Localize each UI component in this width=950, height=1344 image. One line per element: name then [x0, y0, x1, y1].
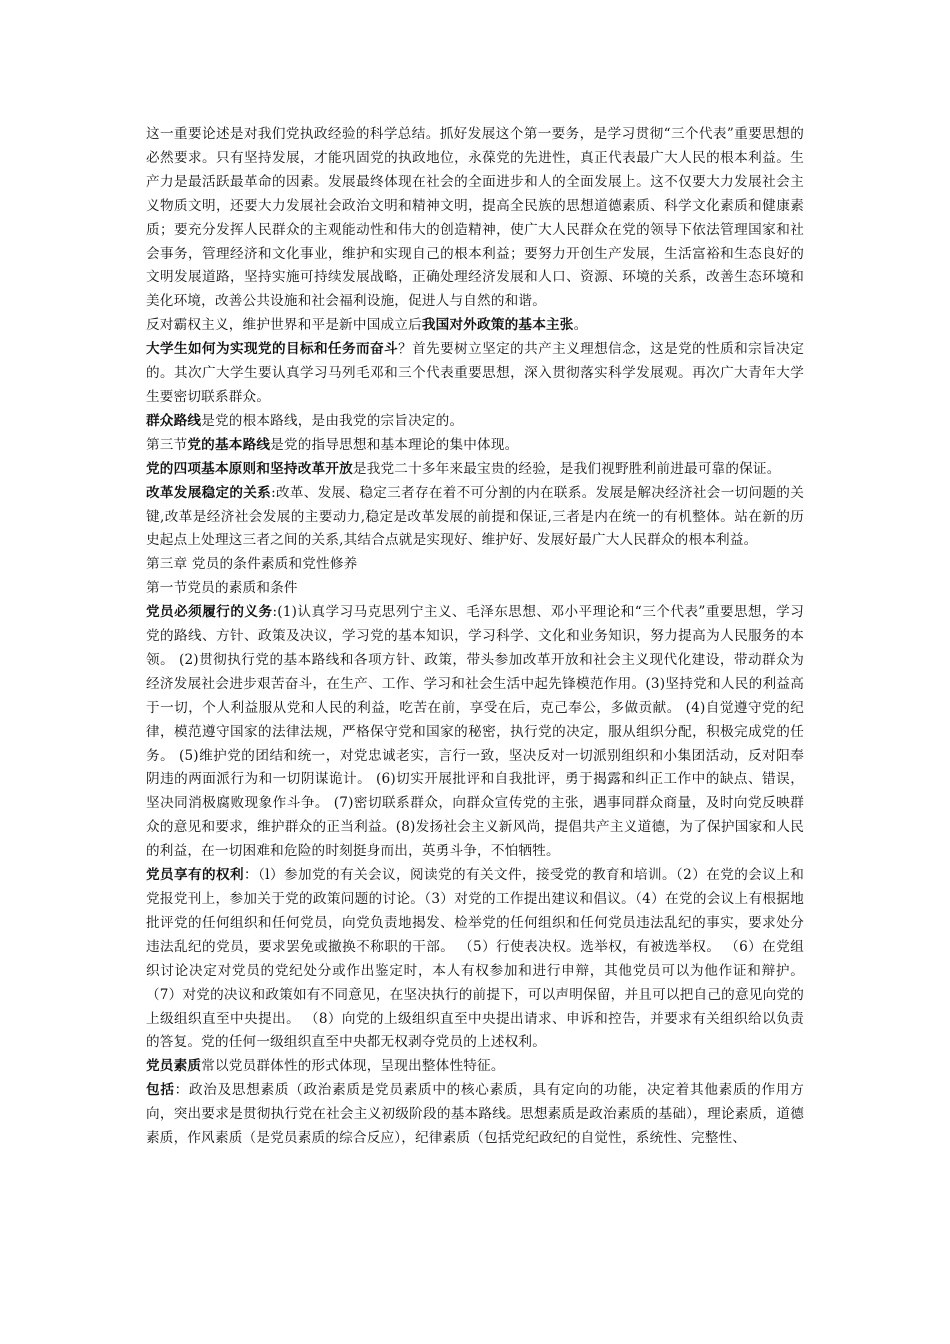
paragraph-text: 这一重要论述是对我们党执政经验的科学总结。抓好发展这个第一要务，是学习贯彻“三个代表”重要思想的必然要求。只有坚持发展，才能巩固党的执政地位，永葆党的先进性，真正代表最广大人民的根本利益。生产力是最活跃最革命的因素。发展最终体现在社会的全面进步和人的全面发展上。这不仅要大力发展社会主义物质文明，还要大力发展社会政治文明和精神文明，提高全民族的思想道德素质、科学文化素质和健康素质；要充分发挥人民群众的主观能动性和伟大的创造精神，使广大人民群众在党的领导下依法管理国家和社会事务，管理经济和文化事业，维护和实现自己的根本利益；要努力开创生产发展，生活富裕和生态良好的文明发展道路，坚持实施可持续发展战略，正确处理经济发展和人口、资源、环境的关系，改善生态环境和美化环境，改善公共设施和社会福利设施，促进人与自然的和谐。 — [146, 126, 804, 310]
paragraph-text: :(1)认真学习马克思列宁主义、毛泽东思想、邓小平理论和“三个代表”重要思想，学习党的路线、方针、政策及决议，学习党的基本知识，学习科学、文化和业务知识，努力提高为人民服务的本领。 (2)贯彻执行党的基本路线和各项方针、政策，带头参加改革开放和社会主义现代化建设，带动群众为经济发展社会进步艰苦奋斗，在生产、工作、学习和社会生活中起先锋模范作用。(3)坚持党和人民的利益高于一切，个人利益服从党和人民的利益，吃苦在前，享受在后，克己奉公，多做贡献。 (4)自觉遵守党的纪律，模范遵守国家的法律法规，严格保守党和国家的秘密，执行党的决定，服从组织分配，积极完成党的任务。 (5)维护党的团结和统一，对党忠诚老实，言行一致，坚决反对一切派别组织和小集团活动，反对阳奉阴违的两面派行为和一切阴谋诡计。 (6)切实开展批评和自我批评，勇于揭露和纠正工作中的缺点、错误，坚决同消极腐败现象作斗争。 (7)密切联系群众，向群众宣传党的主张，遇事同群众商量，及时向党反映群众的意见和要求，维护群众的正当利益。(8)发扬社会主义新风尚，提倡共产主义道德，为了保护国家和人民的利益，在一切困难和危险的时刻挺身而出，英勇斗争，不怕牺牲。 — [146, 604, 804, 860]
paragraph-development-importance — [146, 123, 804, 314]
paragraph-heading: 包括 — [146, 1082, 175, 1099]
paragraph-text: ：（l）参加党的有关会议，阅读党的有关文件，接受党的教育和培训。（2）在党的会议上和党报党刊上，参加关于党的政策问题的讨论。（3）对党的工作提出建议和倡议。（4）在党的会议上有根据地批评党的任何组织和任何党员，向党负责地揭发、检举党的任何组织和任何党员违法乱纪的事实，要求处分违法乱纪的党员，要求罢免或撤换不称职的干部。 （5）行使表决权。选举权，有被选举权。 （6）在党组织讨论决定对党员的党纪处分或作出鉴定时，本人有权参加和进行申辩，其他党员可以为他作证和辩护。 （7）对党的决议和政策如有不同意见，在坚决执行的前提下，可以声明保留，并且可以把自己的意见向党的上级组织直至中央提出。 （8）向党的上级组织直至中央提出请求、申诉和控告，并要求有关组织给以负责的答复。党的任何一级组织直至中央都无权剥夺党员的上述权利。 — [146, 867, 804, 1051]
paragraph-text: 第三章 党员的条件素质和党性修养 — [146, 556, 358, 573]
section-title — [146, 577, 804, 601]
paragraph-text: 第一节党员的素质和条件 — [146, 580, 298, 597]
paragraph-tail: 是党的指导思想和基本理论的集中体现。 — [270, 436, 519, 453]
paragraph-text: 常以党员群体性的形式体现，呈现出整体性特征。 — [201, 1058, 505, 1075]
paragraph-heading: 党的四项基本原则和坚持改革开放 — [146, 460, 353, 477]
paragraph-member-duties — [146, 601, 804, 864]
paragraph-reform-development-stability — [146, 482, 804, 554]
paragraph-text: 第三节 — [146, 436, 188, 453]
paragraph-bold-term: 我国对外政策的基本主张 — [421, 317, 574, 334]
document-page — [146, 123, 804, 1151]
paragraph-bold-term: 党的基本路线 — [187, 436, 271, 453]
paragraph-mass-line — [146, 410, 804, 434]
paragraph-heading: 群众路线 — [146, 412, 202, 429]
paragraph-text: ：政治及思想素质（政治素质是党员素质中的核心素质，具有定向的功能，决定着其他素质的作用方向，突出要求是贯彻执行党在社会主义初级阶段的基本路线。思想素质是政治素质的基础），理论素质，道德素质，作风素质（是党员素质的综合反应），纪律素质（包括党纪政纪的自觉性，系统性、完整性、 — [146, 1082, 805, 1147]
paragraph-text: 是党的根本路线，是由我党的宗旨决定的。 — [201, 412, 464, 429]
paragraph-basic-line — [146, 434, 804, 458]
paragraph-four-principles — [146, 458, 804, 482]
paragraph-text: :改革、发展、稳定三者存在着不可分割的内在联系。发展是解决经济社会一切问题的关键,改革是经济社会发展的主要动力,稳定是改革发展的前提和保证,三者是内在统一的有机整体。站在新的历史起点上处理这三者之间的关系,其结合点就是实现好、维护好、发展好最广大人民群众的根本利益。 — [146, 484, 804, 549]
paragraph-text: 是我党二十多年来最宝贵的经验，是我们视野胜利前进最可靠的保证。 — [352, 460, 781, 477]
chapter-title — [146, 553, 804, 577]
paragraph-heading: 大学生如何为实现党的目标和任务而奋斗 — [146, 341, 399, 358]
paragraph-heading: 党员享有的权利 — [146, 867, 244, 884]
paragraph-member-rights — [146, 864, 804, 1055]
paragraph-anti-hegemony — [146, 314, 804, 338]
paragraph-text: 反对霸权主义，维护世界和平是新中国成立后 — [146, 317, 422, 334]
paragraph-heading: 党员素质 — [146, 1058, 202, 1075]
paragraph-heading: 党员必须履行的义务 — [146, 604, 273, 621]
paragraph-students-struggle — [146, 338, 804, 410]
paragraph-text: ？首先要树立坚定的共产主义理想信念，这是党的性质和宗旨决定的。其次广大学生要认真学习马列毛邓和三个代表重要思想，深入贯彻落实科学发展观。再次广大青年大学生要密切联系群众。 — [146, 341, 804, 405]
paragraph-quality-components — [146, 1079, 804, 1151]
paragraph-member-quality — [146, 1055, 804, 1079]
paragraph-tail: 。 — [573, 317, 588, 334]
paragraph-heading: 改革发展稳定的关系 — [146, 484, 272, 501]
